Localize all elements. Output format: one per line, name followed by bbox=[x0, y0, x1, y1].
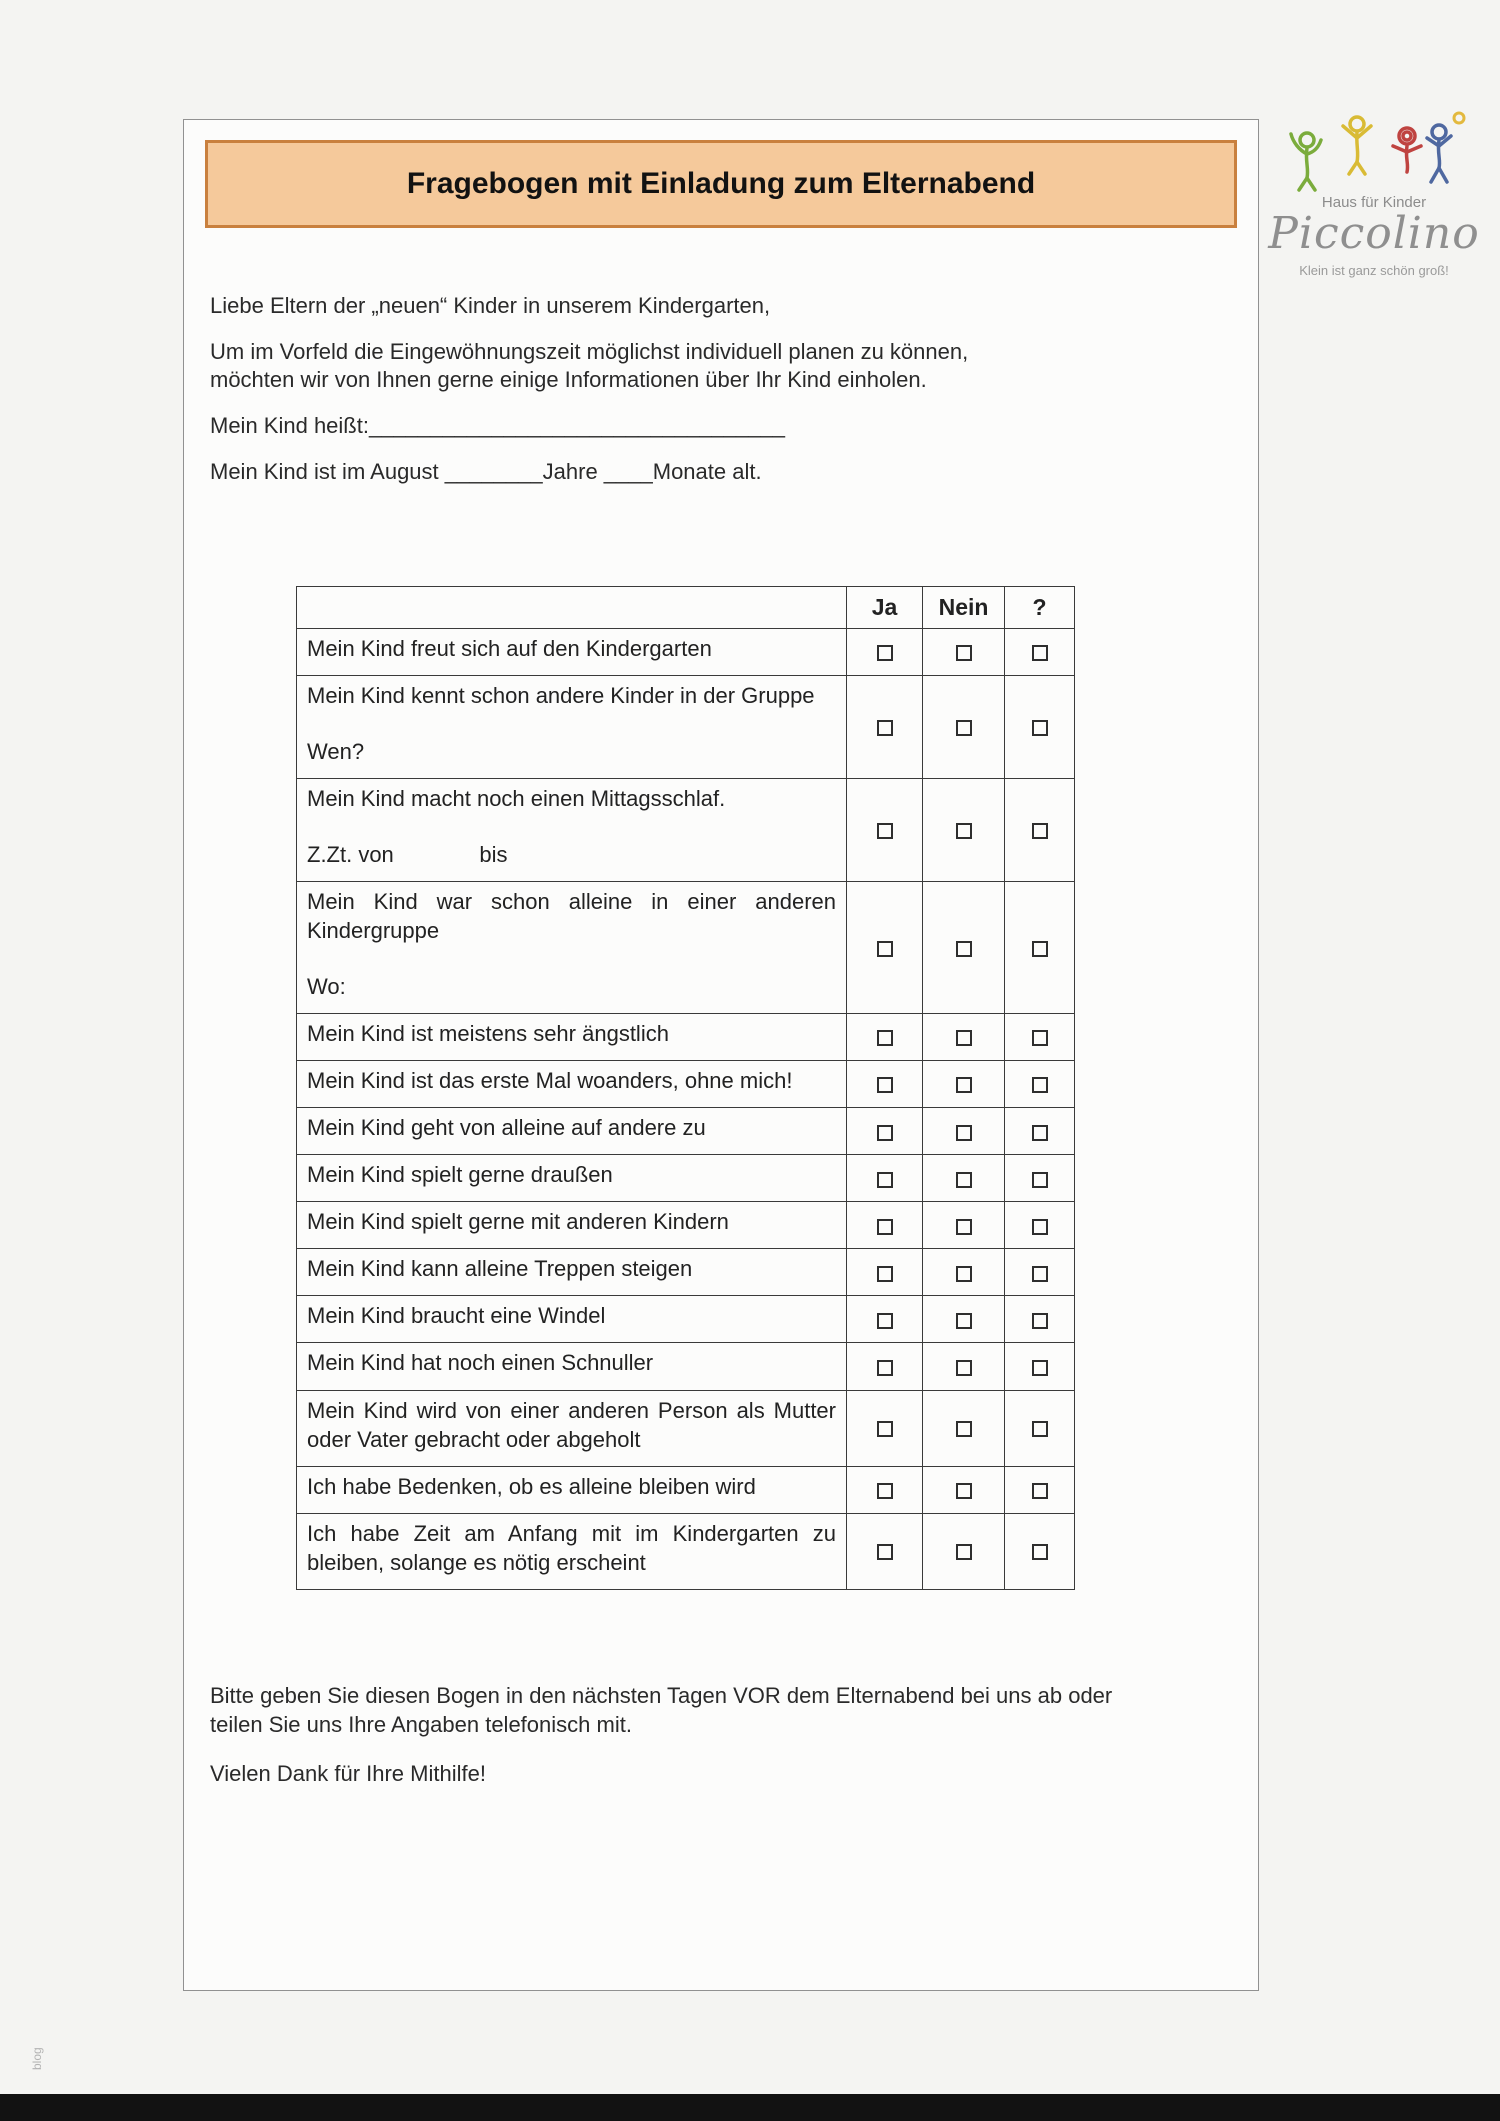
intro-paragraph: Um im Vorfeld die Eingewöhnungszeit möglichst individuell planen zu können, möchten wir von Ihnen gerne einige Informationen über Ihr Kind einholen. bbox=[210, 338, 969, 392]
checkbox-nein[interactable] bbox=[956, 1421, 972, 1437]
checkbox-unsure[interactable] bbox=[1032, 645, 1048, 661]
watermark: blog bbox=[30, 2047, 44, 2070]
question-subtext: Wen? bbox=[307, 739, 365, 765]
answer-cell-unsure bbox=[1005, 1014, 1075, 1061]
checkbox-nein[interactable] bbox=[956, 1483, 972, 1499]
answer-cell-unsure bbox=[1005, 1296, 1075, 1343]
table-header-row bbox=[297, 587, 1075, 629]
checkbox-ja[interactable] bbox=[877, 1266, 893, 1282]
checkbox-nein[interactable] bbox=[956, 720, 972, 736]
checkbox-unsure[interactable] bbox=[1032, 823, 1048, 839]
table-row bbox=[297, 629, 1075, 676]
checkbox-ja[interactable] bbox=[877, 1030, 893, 1046]
checkbox-unsure[interactable] bbox=[1032, 1172, 1048, 1188]
checkbox-nein[interactable] bbox=[956, 941, 972, 957]
question-text: Ich habe Bedenken, ob es alleine bleiben wird bbox=[297, 1466, 847, 1513]
checkbox-nein[interactable] bbox=[956, 645, 972, 661]
question-text: Mein Kind kann alleine Treppen steigen bbox=[297, 1249, 847, 1296]
question-text: Mein Kind wird von einer anderen Person als Mutter oder Vater gebracht oder abgeholt bbox=[297, 1390, 847, 1466]
table-row bbox=[297, 1108, 1075, 1155]
question-subtext: Wo: bbox=[307, 974, 346, 1000]
table-row bbox=[297, 1061, 1075, 1108]
answer-cell-ja bbox=[847, 779, 923, 882]
checkbox-unsure[interactable] bbox=[1032, 1219, 1048, 1235]
footer-section bbox=[210, 1682, 1200, 1810]
answer-cell-nein bbox=[923, 1513, 1005, 1589]
table-row bbox=[297, 1296, 1075, 1343]
checkbox-unsure[interactable] bbox=[1032, 1483, 1048, 1499]
table-row bbox=[297, 1202, 1075, 1249]
answer-cell-unsure bbox=[1005, 1108, 1075, 1155]
logo-name: Piccolino bbox=[1268, 208, 1480, 259]
checkbox-unsure[interactable] bbox=[1032, 1030, 1048, 1046]
table-row bbox=[297, 1014, 1075, 1061]
answer-cell-ja bbox=[847, 1014, 923, 1061]
header-ja: Ja bbox=[847, 587, 923, 629]
checkbox-nein[interactable] bbox=[956, 1077, 972, 1093]
answer-cell-ja bbox=[847, 1108, 923, 1155]
question-text: Mein Kind spielt gerne draußen bbox=[297, 1155, 847, 1202]
header-unsure: ? bbox=[1005, 587, 1075, 629]
checkbox-ja[interactable] bbox=[877, 720, 893, 736]
answer-cell-ja bbox=[847, 1513, 923, 1589]
answer-cell-ja bbox=[847, 1296, 923, 1343]
checkbox-ja[interactable] bbox=[877, 1125, 893, 1141]
table-row bbox=[297, 1390, 1075, 1466]
child-age-line: Mein Kind ist im August ________Jahre ____Monate alt. bbox=[210, 458, 762, 484]
table-row bbox=[297, 779, 1075, 882]
answer-cell-nein bbox=[923, 1202, 1005, 1249]
question-table-body bbox=[297, 629, 1075, 1590]
bottom-bar bbox=[0, 2094, 1500, 2121]
answer-cell-ja bbox=[847, 1466, 923, 1513]
answer-cell-nein bbox=[923, 1014, 1005, 1061]
question-text: Mein Kind ist meistens sehr ängstlich bbox=[297, 1014, 847, 1061]
checkbox-unsure[interactable] bbox=[1032, 1313, 1048, 1329]
document-page bbox=[183, 119, 1259, 1991]
logo-tagline: Klein ist ganz schön groß! bbox=[1299, 263, 1449, 279]
answer-cell-unsure bbox=[1005, 1061, 1075, 1108]
question-text: Mein Kind war schon alleine in einer anderen Kindergruppe Wo: bbox=[297, 882, 847, 1014]
return-note: Bitte geben Sie diesen Bogen in den nächsten Tagen VOR dem Elternabend bei uns ab oder teilen Sie uns Ihre Angaben telefonisch mit. bbox=[210, 1683, 1113, 1737]
answer-cell-nein bbox=[923, 1061, 1005, 1108]
question-text: Mein Kind freut sich auf den Kindergarten bbox=[297, 629, 847, 676]
checkbox-unsure[interactable] bbox=[1032, 1077, 1048, 1093]
answer-cell-nein bbox=[923, 1466, 1005, 1513]
table-row bbox=[297, 1155, 1075, 1202]
answer-cell-ja bbox=[847, 1343, 923, 1390]
checkbox-ja[interactable] bbox=[877, 1360, 893, 1376]
checkbox-ja[interactable] bbox=[877, 645, 893, 661]
answer-cell-unsure bbox=[1005, 1513, 1075, 1589]
answer-cell-ja bbox=[847, 676, 923, 779]
title-banner bbox=[205, 140, 1237, 228]
question-text: Mein Kind hat noch einen Schnuller bbox=[297, 1343, 847, 1390]
checkbox-ja[interactable] bbox=[877, 1544, 893, 1560]
answer-cell-unsure bbox=[1005, 1249, 1075, 1296]
salutation: Liebe Eltern der „neuen“ Kinder in unserem Kindergarten, bbox=[210, 293, 771, 318]
checkbox-nein[interactable] bbox=[956, 823, 972, 839]
answer-cell-nein bbox=[923, 882, 1005, 1014]
checkbox-ja[interactable] bbox=[877, 1172, 893, 1188]
answer-cell-ja bbox=[847, 1155, 923, 1202]
question-text: Mein Kind kennt schon andere Kinder in der Gruppe Wen? bbox=[297, 676, 847, 779]
answer-cell-ja bbox=[847, 1061, 923, 1108]
answer-cell-nein bbox=[923, 1390, 1005, 1466]
checkbox-unsure[interactable] bbox=[1032, 1266, 1048, 1282]
header-question bbox=[297, 587, 847, 629]
table-row bbox=[297, 1466, 1075, 1513]
checkbox-ja[interactable] bbox=[877, 1313, 893, 1329]
answer-cell-nein bbox=[923, 1296, 1005, 1343]
answer-cell-nein bbox=[923, 1249, 1005, 1296]
checkbox-ja[interactable] bbox=[877, 1077, 893, 1093]
checkbox-nein[interactable] bbox=[956, 1172, 972, 1188]
checkbox-nein[interactable] bbox=[956, 1266, 972, 1282]
answer-cell-ja bbox=[847, 1390, 923, 1466]
checkbox-nein[interactable] bbox=[956, 1030, 972, 1046]
answer-cell-nein bbox=[923, 1155, 1005, 1202]
answer-cell-unsure bbox=[1005, 1466, 1075, 1513]
answer-cell-ja bbox=[847, 629, 923, 676]
answer-cell-unsure bbox=[1005, 1343, 1075, 1390]
checkbox-unsure[interactable] bbox=[1032, 1421, 1048, 1437]
checkbox-ja[interactable] bbox=[877, 1219, 893, 1235]
question-table bbox=[296, 586, 1075, 1590]
checkbox-ja[interactable] bbox=[877, 1421, 893, 1437]
answer-cell-unsure bbox=[1005, 1155, 1075, 1202]
answer-cell-nein bbox=[923, 1108, 1005, 1155]
piccolino-logo bbox=[1262, 106, 1486, 278]
question-subtext: Z.Zt. von bis bbox=[307, 842, 508, 868]
answer-cell-nein bbox=[923, 1343, 1005, 1390]
thanks-line: Vielen Dank für Ihre Mithilfe! bbox=[210, 1761, 486, 1787]
question-text: Mein Kind ist das erste Mal woanders, ohne mich! bbox=[297, 1061, 847, 1108]
checkbox-unsure[interactable] bbox=[1032, 1360, 1048, 1376]
answer-cell-ja bbox=[847, 1202, 923, 1249]
table-row bbox=[297, 1343, 1075, 1390]
answer-cell-unsure bbox=[1005, 676, 1075, 779]
table-row bbox=[297, 676, 1075, 779]
checkbox-nein[interactable] bbox=[956, 1219, 972, 1235]
question-text: Mein Kind macht noch einen Mittagsschlaf. Z.Zt. von bis bbox=[297, 779, 847, 882]
logo-figures-icon bbox=[1279, 106, 1469, 194]
question-text: Mein Kind geht von alleine auf andere zu bbox=[297, 1108, 847, 1155]
checkbox-nein[interactable] bbox=[956, 1544, 972, 1560]
answer-cell-nein bbox=[923, 629, 1005, 676]
checkbox-ja[interactable] bbox=[877, 941, 893, 957]
answer-cell-unsure bbox=[1005, 1390, 1075, 1466]
answer-cell-ja bbox=[847, 1249, 923, 1296]
checkbox-unsure[interactable] bbox=[1032, 1544, 1048, 1560]
checkbox-unsure[interactable] bbox=[1032, 1125, 1048, 1141]
checkbox-unsure[interactable] bbox=[1032, 720, 1048, 736]
checkbox-ja[interactable] bbox=[877, 1483, 893, 1499]
question-text: Mein Kind spielt gerne mit anderen Kindern bbox=[297, 1202, 847, 1249]
answer-cell-nein bbox=[923, 779, 1005, 882]
table-row bbox=[297, 1249, 1075, 1296]
checkbox-unsure[interactable] bbox=[1032, 941, 1048, 957]
header-nein: Nein bbox=[923, 587, 1005, 629]
answer-cell-unsure bbox=[1005, 779, 1075, 882]
answer-cell-nein bbox=[923, 676, 1005, 779]
checkbox-nein[interactable] bbox=[956, 1360, 972, 1376]
answer-cell-unsure bbox=[1005, 1202, 1075, 1249]
checkbox-ja[interactable] bbox=[877, 823, 893, 839]
table-row bbox=[297, 882, 1075, 1014]
child-name-line: Mein Kind heißt:__________________________________ bbox=[210, 412, 785, 438]
intro-section bbox=[210, 292, 1220, 504]
checkbox-nein[interactable] bbox=[956, 1125, 972, 1141]
checkbox-nein[interactable] bbox=[956, 1313, 972, 1329]
question-text: Ich habe Zeit am Anfang mit im Kindergarten zu bleiben, solange es nötig erscheint bbox=[297, 1513, 847, 1589]
page-title: Fragebogen mit Einladung zum Elternabend bbox=[406, 167, 1036, 200]
answer-cell-unsure bbox=[1005, 882, 1075, 1014]
answer-cell-unsure bbox=[1005, 629, 1075, 676]
table-row bbox=[297, 1513, 1075, 1589]
answer-cell-ja bbox=[847, 882, 923, 1014]
question-text: Mein Kind braucht eine Windel bbox=[297, 1296, 847, 1343]
logo-subtitle: Haus für Kinder bbox=[1321, 194, 1427, 211]
